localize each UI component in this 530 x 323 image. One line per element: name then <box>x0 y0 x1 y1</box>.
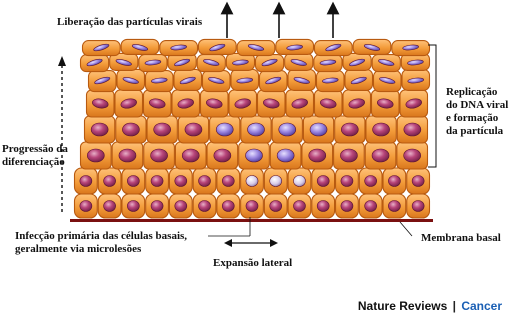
basal-nucleus <box>412 176 424 187</box>
basal-nucleus <box>365 201 377 212</box>
basal-nucleus <box>270 201 282 212</box>
label-lateral-expansion: Expansão lateral <box>213 257 293 269</box>
basal-nucleus <box>341 176 353 187</box>
basal-nucleus <box>127 176 139 187</box>
basal-nucleus <box>199 201 211 212</box>
spinous-nucleus <box>119 149 136 162</box>
infected-spinous-nucleus <box>277 149 294 162</box>
spinous-nucleus <box>185 123 202 136</box>
label-basal-membrane: Membrana basal <box>421 232 501 244</box>
spinous-nucleus <box>91 123 108 136</box>
basal-nucleus <box>127 201 139 212</box>
basal-nucleus <box>246 201 258 212</box>
spinous-nucleus <box>404 123 421 136</box>
release-arrows <box>227 8 333 38</box>
spinous-nucleus <box>404 149 421 162</box>
basal-nucleus <box>222 201 234 212</box>
membrane-leader-line <box>400 222 412 236</box>
spinous-nucleus <box>373 123 390 136</box>
infected-spinous-nucleus <box>246 149 263 162</box>
progression-arrow <box>58 56 66 212</box>
basal-nucleus <box>151 176 163 187</box>
spinous-nucleus <box>154 123 171 136</box>
basal-nucleus <box>104 176 116 187</box>
basal-nucleus <box>317 176 329 187</box>
label-primary-infection: Infecção primária das células basais, geralmente via microlesões <box>15 230 188 255</box>
spinous-nucleus <box>122 123 139 136</box>
spinous-nucleus <box>182 149 199 162</box>
basal-nucleus <box>104 201 116 212</box>
basal-nucleus <box>365 176 377 187</box>
publisher-credit <box>358 299 502 313</box>
basal-nucleus <box>388 176 400 187</box>
basal-nucleus <box>412 201 424 212</box>
label-viral-release: Liberação das partículas virais <box>57 16 203 28</box>
label-differentiation-progression: Progressão da diferenciação <box>2 143 68 168</box>
infected-basal-nucleus <box>246 176 258 187</box>
infected-spinous-nucleus <box>216 123 233 136</box>
basal-nucleus <box>175 176 187 187</box>
basal-nucleus <box>175 201 187 212</box>
credit-separator: | <box>452 299 456 313</box>
infected-basal-nucleus <box>270 176 282 187</box>
credit-section: Cancer <box>461 299 502 313</box>
label-replication: Replicação do DNA viral e formação da partícula <box>446 86 509 137</box>
infected-spinous-nucleus <box>310 123 327 136</box>
spinous-nucleus <box>372 149 389 162</box>
cell-layers <box>75 39 430 218</box>
basal-nucleus <box>80 201 92 212</box>
basal-nucleus <box>151 201 163 212</box>
basal-nucleus <box>293 201 305 212</box>
basal-nucleus <box>222 176 234 187</box>
basal-nucleus <box>388 201 400 212</box>
basal-membrane <box>70 219 433 222</box>
infected-spinous-nucleus <box>279 123 296 136</box>
infected-basal-nucleus <box>293 176 305 187</box>
credit-journal: Nature Reviews <box>357 299 448 313</box>
lateral-expansion-arrow <box>224 239 278 247</box>
infected-spinous-nucleus <box>248 123 265 136</box>
spinous-nucleus <box>341 123 358 136</box>
basal-nucleus <box>317 201 329 212</box>
spinous-nucleus <box>340 149 357 162</box>
basal-nucleus <box>199 176 211 187</box>
basal-nucleus <box>80 176 92 187</box>
spinous-nucleus <box>151 149 168 162</box>
spinous-nucleus <box>309 149 326 162</box>
basal-nucleus <box>341 201 353 212</box>
spinous-nucleus <box>214 149 231 162</box>
spinous-nucleus <box>87 149 104 162</box>
